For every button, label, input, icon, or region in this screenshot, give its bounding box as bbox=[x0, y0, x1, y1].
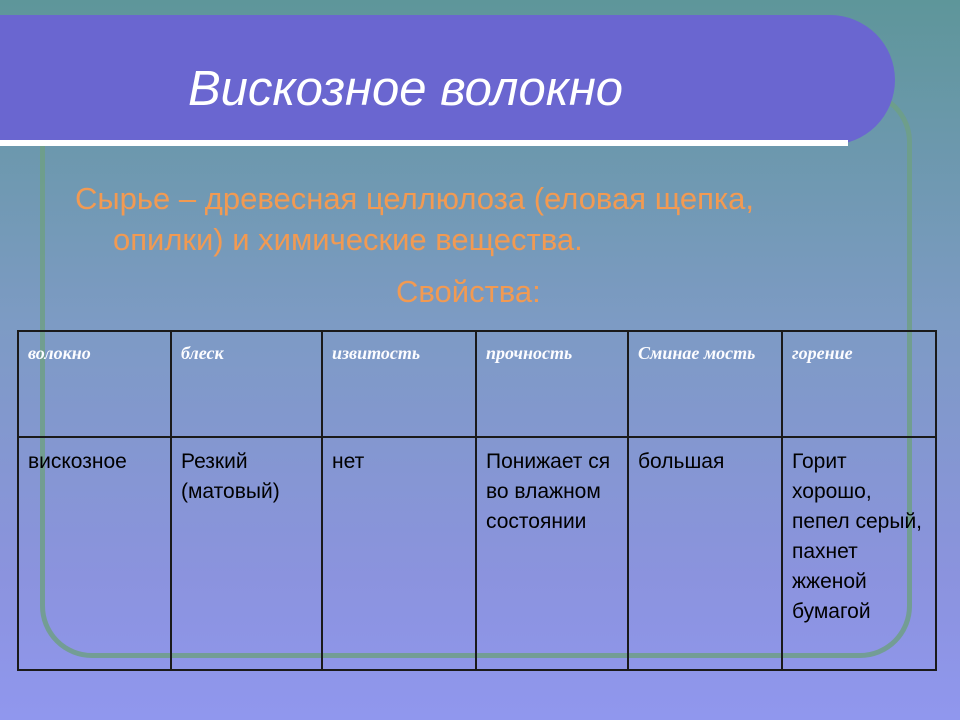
cell-strength: Понижает ся во влажном состоянии bbox=[476, 437, 628, 670]
cell-crimp: нет bbox=[322, 437, 476, 670]
raw-material-text: Сырье – древесная целлюлоза (еловая щепка, опилки) и химические вещества. bbox=[75, 181, 754, 257]
cell-fiber: вискозное bbox=[18, 437, 171, 670]
cell-luster: Резкий (матовый) bbox=[171, 437, 322, 670]
title-underline bbox=[0, 140, 848, 146]
header-cell-luster: блеск bbox=[171, 331, 322, 437]
table-header-row bbox=[18, 331, 936, 437]
header-cell-burning: горение bbox=[782, 331, 936, 437]
header-cell-fiber: волокно bbox=[18, 331, 171, 437]
properties-label: Свойства: bbox=[396, 274, 541, 309]
cell-creasing: большая bbox=[628, 437, 782, 670]
header-cell-strength: прочность bbox=[476, 331, 628, 437]
slide-title: Вискозное волокно bbox=[188, 62, 624, 116]
title-bar bbox=[0, 15, 895, 145]
table-row bbox=[18, 437, 936, 670]
header-cell-crimp: извитость bbox=[322, 331, 476, 437]
header-cell-creasing: Сминае мость bbox=[628, 331, 782, 437]
properties-table bbox=[17, 330, 937, 671]
cell-burning: Горит хорошо, пепел серый, пахнет жженой бумагой bbox=[782, 437, 936, 670]
